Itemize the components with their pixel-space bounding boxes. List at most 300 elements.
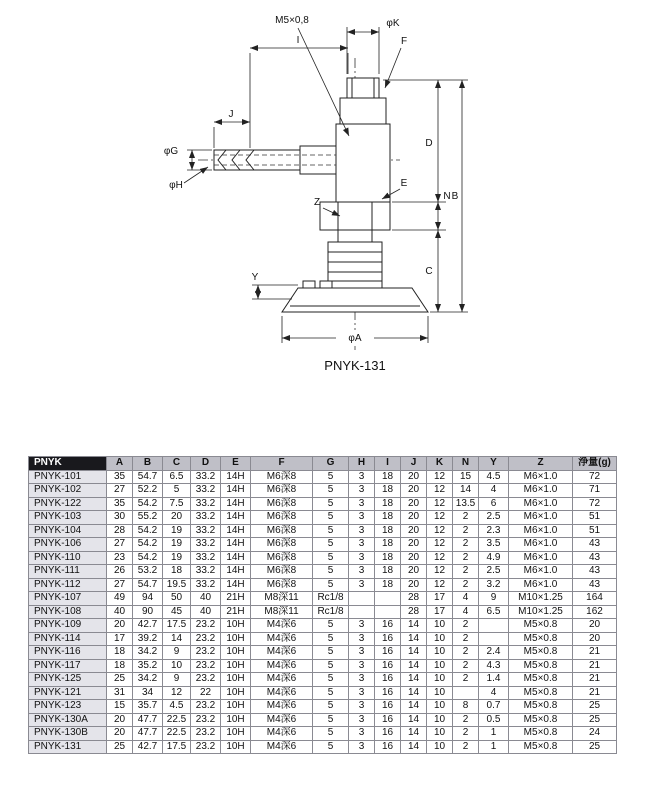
- dim-label-b: B: [451, 191, 459, 202]
- column-header: B: [133, 457, 163, 471]
- spec-cell: M6深8: [251, 524, 313, 538]
- spec-cell: 3: [349, 565, 375, 579]
- spec-cell: 23.2: [191, 700, 221, 714]
- spec-cell: 40: [191, 592, 221, 606]
- spec-cell: 51: [573, 524, 617, 538]
- spec-cell: 14H: [221, 565, 251, 579]
- spec-cell: 16: [375, 740, 401, 754]
- spec-cell: 10: [163, 659, 191, 673]
- spec-cell: 16: [375, 700, 401, 714]
- spec-cell: M5×0.8: [509, 727, 573, 741]
- spec-cell: 12: [427, 497, 453, 511]
- table-row: [29, 484, 617, 498]
- spec-cell: 20: [401, 578, 427, 592]
- spec-cell: M6×1.0: [509, 565, 573, 579]
- spec-cell: 12: [427, 511, 453, 525]
- spec-cell: 20: [401, 551, 427, 565]
- spec-cell: 2: [453, 646, 479, 660]
- spec-cell: 18: [107, 659, 133, 673]
- spec-table: [28, 456, 617, 754]
- spec-cell: 3: [349, 646, 375, 660]
- model-cell: PNYK-114: [29, 632, 107, 646]
- spec-cell: 4.3: [479, 659, 509, 673]
- spec-cell: 2: [453, 673, 479, 687]
- spec-cell: 5: [313, 551, 349, 565]
- dim-d: [425, 80, 438, 202]
- column-header: C: [163, 457, 191, 471]
- spec-cell: 5: [313, 578, 349, 592]
- table-row: [29, 686, 617, 700]
- spec-cell: 26: [107, 565, 133, 579]
- model-cell: PNYK-116: [29, 646, 107, 660]
- dim-label-phi-k: φK: [386, 18, 400, 29]
- spec-cell: 5: [313, 740, 349, 754]
- drawing-caption: PNYK-131: [324, 358, 386, 373]
- dim-b: [452, 80, 462, 312]
- hose-barb: [214, 146, 336, 174]
- spec-cell: 16: [375, 646, 401, 660]
- dim-label-f: F: [400, 36, 408, 47]
- spec-cell: 2: [453, 524, 479, 538]
- spec-cell: M6×1.0: [509, 497, 573, 511]
- spec-cell: [375, 592, 401, 606]
- spec-cell: [453, 686, 479, 700]
- spec-cell: 18: [375, 524, 401, 538]
- spec-cell: [479, 619, 509, 633]
- spec-cell: 2: [453, 659, 479, 673]
- model-cell: PNYK-101: [29, 470, 107, 484]
- spec-cell: Rc1/8: [313, 605, 349, 619]
- spec-cell: 14: [163, 632, 191, 646]
- spec-cell: [479, 632, 509, 646]
- fitting-body: [336, 78, 390, 202]
- spec-cell: 16: [375, 713, 401, 727]
- spec-cell: 33.2: [191, 578, 221, 592]
- spec-cell: 30: [107, 511, 133, 525]
- spec-cell: 17: [427, 592, 453, 606]
- spec-cell: M4深6: [251, 686, 313, 700]
- spec-cell: 18: [375, 551, 401, 565]
- spec-cell: 0.7: [479, 700, 509, 714]
- dim-label-y: Y: [251, 272, 259, 283]
- spec-cell: 17.5: [163, 619, 191, 633]
- spec-cell: M5×0.8: [509, 713, 573, 727]
- spec-cell: 3: [349, 538, 375, 552]
- spec-cell: 28: [107, 524, 133, 538]
- spec-cell: 18: [375, 497, 401, 511]
- spec-cell: M6×1.0: [509, 538, 573, 552]
- spec-cell: M6×1.0: [509, 551, 573, 565]
- spec-cell: 19.5: [163, 578, 191, 592]
- spec-cell: 5: [313, 538, 349, 552]
- spec-cell: 18: [375, 578, 401, 592]
- column-header: Z: [509, 457, 573, 471]
- spec-cell: M4深6: [251, 619, 313, 633]
- spec-cell: 12: [427, 578, 453, 592]
- spec-cell: 10: [427, 646, 453, 660]
- table-row: [29, 727, 617, 741]
- spec-cell: 17: [107, 632, 133, 646]
- spec-cell: 1.4: [479, 673, 509, 687]
- dim-c: [425, 230, 438, 312]
- spec-cell: 13.5: [453, 497, 479, 511]
- spec-cell: 71: [573, 484, 617, 498]
- spec-cell: 39.2: [133, 632, 163, 646]
- dim-label-n: N: [443, 191, 451, 202]
- spec-cell: 2: [453, 551, 479, 565]
- spec-cell: 10: [427, 659, 453, 673]
- spec-cell: 28: [401, 605, 427, 619]
- spec-cell: 5: [313, 659, 349, 673]
- column-header: K: [427, 457, 453, 471]
- spec-cell: 18: [163, 565, 191, 579]
- spec-cell: 34: [133, 686, 163, 700]
- spec-cell: 22.5: [163, 713, 191, 727]
- spec-cell: 2: [453, 619, 479, 633]
- table-row: [29, 700, 617, 714]
- spec-cell: 2: [453, 511, 479, 525]
- spec-cell: 23.2: [191, 673, 221, 687]
- spec-cell: 12: [427, 484, 453, 498]
- spec-cell: 33.2: [191, 484, 221, 498]
- dim-label-phi-g: φG: [163, 146, 179, 157]
- spec-cell: 5: [313, 484, 349, 498]
- spec-cell: 33.2: [191, 524, 221, 538]
- dim-y: [252, 272, 298, 299]
- spec-cell: M4深6: [251, 700, 313, 714]
- stem: [328, 230, 382, 288]
- column-header: 浄量(g): [573, 457, 617, 471]
- spec-cell: 2: [453, 632, 479, 646]
- spec-cell: 14H: [221, 484, 251, 498]
- spec-cell: 2.5: [479, 565, 509, 579]
- spec-cell: 3: [349, 727, 375, 741]
- dim-label-thread-top: M5×0,8: [275, 15, 309, 26]
- spec-cell: 10H: [221, 619, 251, 633]
- table-row: [29, 470, 617, 484]
- spec-cell: 25: [107, 673, 133, 687]
- spec-cell: 5: [313, 524, 349, 538]
- spec-cell: 12: [163, 686, 191, 700]
- spec-cell: 21H: [221, 605, 251, 619]
- dim-label-phi-h: φH: [169, 180, 183, 191]
- spec-cell: M6深8: [251, 538, 313, 552]
- spec-cell: 35.7: [133, 700, 163, 714]
- spec-cell: M5×0.8: [509, 646, 573, 660]
- spec-cell: 2: [453, 538, 479, 552]
- spec-cell: 14H: [221, 470, 251, 484]
- column-header: I: [375, 457, 401, 471]
- spec-cell: 5: [313, 511, 349, 525]
- spec-cell: 14: [401, 727, 427, 741]
- model-cell: PNYK-110: [29, 551, 107, 565]
- spec-cell: M6深8: [251, 551, 313, 565]
- spec-cell: 6.5: [479, 605, 509, 619]
- table-row: [29, 565, 617, 579]
- spec-cell: 27: [107, 538, 133, 552]
- hex-nut: [320, 202, 390, 230]
- table-row: [29, 713, 617, 727]
- spec-cell: 33.2: [191, 470, 221, 484]
- spec-cell: M4深6: [251, 740, 313, 754]
- spec-cell: 10: [427, 632, 453, 646]
- spec-cell: 20: [573, 632, 617, 646]
- spec-cell: 16: [375, 727, 401, 741]
- dim-phi-g: [164, 146, 212, 170]
- spec-cell: 42.7: [133, 740, 163, 754]
- spec-cell: M6深8: [251, 511, 313, 525]
- spec-cell: 10: [427, 740, 453, 754]
- spec-cell: 33.2: [191, 497, 221, 511]
- spec-cell: 20: [401, 524, 427, 538]
- spec-cell: 2: [453, 727, 479, 741]
- column-header: A: [107, 457, 133, 471]
- spec-cell: 2: [453, 713, 479, 727]
- spec-cell: 25: [573, 700, 617, 714]
- spec-cell: 20: [401, 511, 427, 525]
- spec-cell: 43: [573, 538, 617, 552]
- spec-cell: 16: [375, 632, 401, 646]
- spec-cell: M4深6: [251, 673, 313, 687]
- spec-cell: 3.5: [479, 538, 509, 552]
- spec-cell: 14H: [221, 497, 251, 511]
- spec-cell: 53.2: [133, 565, 163, 579]
- spec-cell: 5: [313, 686, 349, 700]
- spec-cell: 14H: [221, 551, 251, 565]
- spec-cell: 43: [573, 565, 617, 579]
- spec-cell: 10: [427, 619, 453, 633]
- spec-cell: 20: [163, 511, 191, 525]
- spec-cell: 10: [427, 686, 453, 700]
- dim-label-c: C: [425, 266, 433, 277]
- spec-cell: 27: [107, 578, 133, 592]
- spec-cell: 20: [401, 565, 427, 579]
- spec-cell: [375, 605, 401, 619]
- model-cell: PNYK-130B: [29, 727, 107, 741]
- spec-cell: 4.9: [479, 551, 509, 565]
- table-row: [29, 646, 617, 660]
- spec-cell: 19: [163, 524, 191, 538]
- spec-cell: 94: [133, 592, 163, 606]
- spec-cell: 35: [107, 497, 133, 511]
- spec-cell: 19: [163, 551, 191, 565]
- spec-cell: 34.2: [133, 673, 163, 687]
- spec-cell: 10: [427, 673, 453, 687]
- spec-cell: 21: [573, 646, 617, 660]
- spec-cell: M10×1.25: [509, 605, 573, 619]
- spec-cell: 10H: [221, 700, 251, 714]
- spec-cell: 3: [349, 484, 375, 498]
- spec-cell: 162: [573, 605, 617, 619]
- spec-cell: 20: [107, 619, 133, 633]
- spec-cell: 35.2: [133, 659, 163, 673]
- spec-cell: 5: [313, 632, 349, 646]
- spec-cell: 14H: [221, 538, 251, 552]
- spec-cell: 31: [107, 686, 133, 700]
- spec-cell: 14: [401, 686, 427, 700]
- table-row: [29, 551, 617, 565]
- model-cell: PNYK-112: [29, 578, 107, 592]
- spec-cell: 10H: [221, 632, 251, 646]
- spec-cell: 33.2: [191, 511, 221, 525]
- spec-cell: 20: [107, 727, 133, 741]
- spec-cell: 20: [401, 484, 427, 498]
- spec-cell: M4深6: [251, 727, 313, 741]
- spec-cell: 15: [107, 700, 133, 714]
- spec-cell: 6: [479, 497, 509, 511]
- spec-cell: M6深8: [251, 484, 313, 498]
- spec-cell: 3: [349, 511, 375, 525]
- table-row: [29, 619, 617, 633]
- spec-cell: M5×0.8: [509, 619, 573, 633]
- spec-cell: M6×1.0: [509, 470, 573, 484]
- column-header: N: [453, 457, 479, 471]
- dim-label-j: J: [228, 109, 234, 120]
- spec-cell: 18: [375, 565, 401, 579]
- spec-cell: [349, 592, 375, 606]
- spec-cell: 16: [375, 659, 401, 673]
- spec-cell: 23.2: [191, 646, 221, 660]
- spec-cell: M8深11: [251, 592, 313, 606]
- table-row: [29, 632, 617, 646]
- spec-cell: 3: [349, 659, 375, 673]
- spec-cell: 25: [573, 740, 617, 754]
- model-cell: PNYK-109: [29, 619, 107, 633]
- table-row: [29, 538, 617, 552]
- spec-cell: 33.2: [191, 538, 221, 552]
- spec-cell: 5: [313, 470, 349, 484]
- column-header: J: [401, 457, 427, 471]
- spec-cell: 17.5: [163, 740, 191, 754]
- spec-cell: 28: [401, 592, 427, 606]
- model-cell: PNYK-131: [29, 740, 107, 754]
- spec-cell: 20: [401, 470, 427, 484]
- spec-cell: 54.2: [133, 551, 163, 565]
- spec-cell: 34.2: [133, 646, 163, 660]
- spec-cell: 2: [453, 578, 479, 592]
- table-row: [29, 592, 617, 606]
- spec-cell: 14H: [221, 578, 251, 592]
- spec-cell: 5: [313, 497, 349, 511]
- dim-label-i: I: [296, 35, 300, 46]
- spec-cell: 18: [107, 646, 133, 660]
- spec-cell: 54.7: [133, 578, 163, 592]
- spec-cell: 3: [349, 578, 375, 592]
- spec-cell: 12: [427, 538, 453, 552]
- spec-cell: 3: [349, 551, 375, 565]
- spec-cell: M4深6: [251, 646, 313, 660]
- spec-cell: 20: [401, 497, 427, 511]
- spec-cell: 5: [313, 713, 349, 727]
- spec-cell: 72: [573, 497, 617, 511]
- table-row: [29, 740, 617, 754]
- spec-cell: 49: [107, 592, 133, 606]
- spec-cell: 14H: [221, 511, 251, 525]
- spec-cell: [349, 605, 375, 619]
- spec-cell: 4.5: [479, 470, 509, 484]
- spec-cell: M5×0.8: [509, 740, 573, 754]
- dim-thread-top: [275, 15, 349, 136]
- spec-cell: 16: [375, 673, 401, 687]
- spec-cell: 3.2: [479, 578, 509, 592]
- spec-cell: 2.5: [479, 511, 509, 525]
- spec-cell: M6深8: [251, 578, 313, 592]
- spec-cell: M5×0.8: [509, 659, 573, 673]
- spec-cell: 14: [401, 632, 427, 646]
- model-cell: PNYK-108: [29, 605, 107, 619]
- spec-cell: 9: [163, 646, 191, 660]
- spec-cell: 10H: [221, 686, 251, 700]
- spec-cell: 9: [479, 592, 509, 606]
- spec-cell: 9: [163, 673, 191, 687]
- model-cell: PNYK-122: [29, 497, 107, 511]
- spec-cell: 5: [163, 484, 191, 498]
- column-header: Y: [479, 457, 509, 471]
- table-row: [29, 578, 617, 592]
- spec-cell: 40: [191, 605, 221, 619]
- spec-cell: 25: [107, 740, 133, 754]
- spec-cell: 23.2: [191, 619, 221, 633]
- spec-cell: 12: [427, 551, 453, 565]
- spec-cell: 18: [375, 538, 401, 552]
- spec-cell: M5×0.8: [509, 686, 573, 700]
- spec-cell: 20: [401, 538, 427, 552]
- column-header: E: [221, 457, 251, 471]
- column-header: H: [349, 457, 375, 471]
- spec-cell: 14: [401, 619, 427, 633]
- spec-cell: M6×1.0: [509, 524, 573, 538]
- spec-cell: 5: [313, 619, 349, 633]
- spec-cell: 20: [107, 713, 133, 727]
- spec-cell: 3: [349, 632, 375, 646]
- spec-cell: 3: [349, 686, 375, 700]
- model-cell: PNYK-121: [29, 686, 107, 700]
- table-row: [29, 524, 617, 538]
- spec-cell: 47.7: [133, 727, 163, 741]
- spec-cell: 14: [401, 673, 427, 687]
- spec-cell: 45: [163, 605, 191, 619]
- spec-cell: 54.2: [133, 538, 163, 552]
- spec-cell: 5: [313, 673, 349, 687]
- spec-cell: 16: [375, 686, 401, 700]
- spec-cell: 23.2: [191, 632, 221, 646]
- model-cell: PNYK-103: [29, 511, 107, 525]
- spec-cell: 2: [453, 740, 479, 754]
- spec-cell: 55.2: [133, 511, 163, 525]
- spec-cell: 40: [107, 605, 133, 619]
- table-row: [29, 673, 617, 687]
- spec-cell: 164: [573, 592, 617, 606]
- model-cell: PNYK-106: [29, 538, 107, 552]
- dim-label-d: D: [425, 138, 433, 149]
- spec-cell: 23: [107, 551, 133, 565]
- spec-cell: 23.2: [191, 740, 221, 754]
- spec-cell: 54.7: [133, 470, 163, 484]
- spec-cell: 4: [479, 686, 509, 700]
- spec-cell: 10H: [221, 727, 251, 741]
- spec-cell: 54.2: [133, 524, 163, 538]
- dim-label-e: E: [400, 178, 408, 189]
- model-cell: PNYK-130A: [29, 713, 107, 727]
- spec-cell: 1: [479, 740, 509, 754]
- spec-cell: 4: [453, 605, 479, 619]
- model-cell: PNYK-125: [29, 673, 107, 687]
- spec-cell: 52.2: [133, 484, 163, 498]
- spec-cell: 35: [107, 470, 133, 484]
- spec-cell: 12: [427, 524, 453, 538]
- spec-cell: 43: [573, 551, 617, 565]
- dim-j: [214, 109, 250, 148]
